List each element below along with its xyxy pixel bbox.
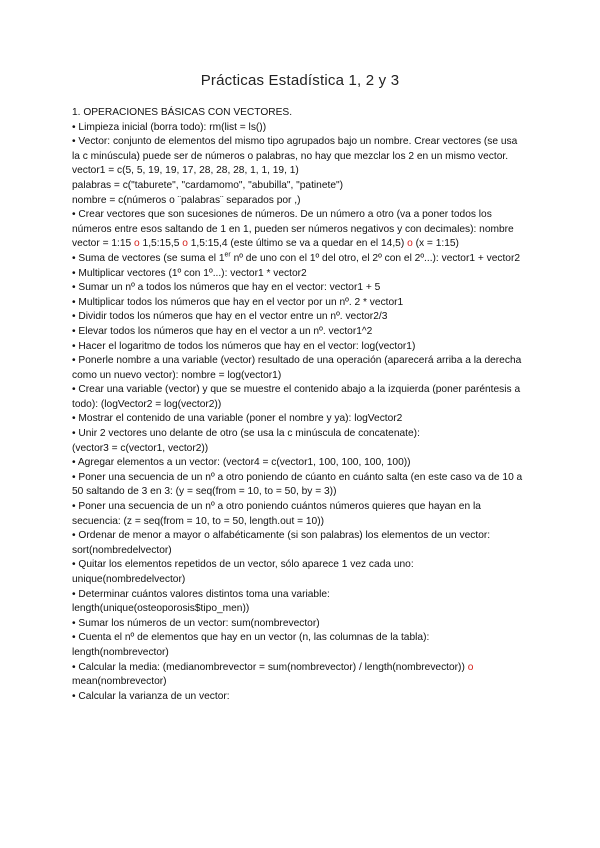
- superscript: er: [224, 251, 231, 259]
- bullet-text: Hacer el logaritmo de todos los números que hay en el vector: log(vector1): [78, 340, 416, 352]
- bullet-mark: •: [72, 252, 76, 264]
- bullet-text: Determinar cuántos valores distintos toma una variable:: [78, 588, 330, 600]
- bullet-mark: •: [72, 588, 76, 600]
- bullet-dividir: [72, 310, 527, 325]
- document-title: Prácticas Estadística 1, 2 y 3: [200, 72, 400, 89]
- bullet-mark: •: [72, 413, 76, 425]
- bullet-text: 1,5:15,5: [142, 238, 180, 250]
- bullet-text: Quitar los elementos repetidos de un vector, sólo aparece 1 vez cada uno:: [78, 559, 414, 571]
- bullet-mark: •: [72, 471, 76, 483]
- bullet-text: Elevar todos los números que hay en el vector a un nº. vector1^2: [78, 325, 373, 337]
- bullet-mark: •: [72, 121, 76, 133]
- bullet-unir: [72, 427, 527, 442]
- bullet-text: Limpieza inicial (borra todo): rm(list = ls()): [78, 121, 267, 133]
- bullet-text: Ordenar de menor a mayor o alfabéticamente (si son palabras) los elementos de un vector:: [78, 530, 491, 542]
- bullet-mark: •: [72, 530, 76, 542]
- bullet-text: Calcular la media: (medianombrevector = sum(nombrevector) / length(nombrevector)): [78, 661, 465, 673]
- bullet-ponerle-nombre: [72, 354, 527, 383]
- bullet-mark: •: [72, 325, 76, 337]
- bullet-text: Poner una secuencia de un nº a otro poniendo cuántos números quieres que hayan en la secuencia: (z = seq(from = 10, to = 50, length.out = 10)): [72, 501, 481, 527]
- line-ordenar-code: sort(nombredelvector): [72, 544, 172, 556]
- bullet-text: 1,5:15,4 (este último se va a quedar en el 14,5): [190, 238, 405, 250]
- line-media-code: mean(nombrevector): [72, 676, 167, 688]
- bullet-text: Crear vectores que son sucesiones de números. De un número a otro (va a poner todos los números entre esos saltando de 1 en 1, pueden ser números negativos y con decimales): nombre vector = 1:15: [72, 209, 514, 250]
- bullet-mark: •: [72, 457, 76, 469]
- bullet-determinar: [72, 588, 527, 603]
- bullet-text: (x = 1:15): [415, 238, 459, 250]
- bullet-cuenta: [72, 631, 527, 646]
- bullet-secuencia-salto: [72, 471, 527, 500]
- bullet-multiplicar: [72, 267, 527, 282]
- bullet-sumar-n: [72, 281, 527, 296]
- bullet-secuencia-length: [72, 500, 527, 529]
- or-marker: o: [134, 238, 140, 250]
- bullet-mark: •: [72, 267, 76, 279]
- bullet-text: Sumar los números de un vector: sum(nombrevector): [78, 617, 320, 629]
- bullet-vector-def: [72, 135, 527, 179]
- bullet-text: Suma de vectores (se suma el 1: [78, 252, 225, 264]
- line-quitar-code: unique(nombredelvector): [72, 574, 186, 585]
- bullet-text: Mostrar el contenido de una variable (poner el nombre y ya): logVector2: [78, 413, 403, 425]
- bullet-text: Ponerle nombre a una variable (vector) resultado de una operación (aparecerá arriba a la derecha como un nuevo vector): nombre = log(vector1): [72, 355, 522, 381]
- bullet-text: Calcular la varianza de un vector:: [78, 690, 230, 702]
- bullet-suma: [72, 252, 527, 267]
- bullet-media: [72, 661, 527, 676]
- bullet-mark: •: [72, 632, 76, 644]
- bullet-crear-variable: [72, 383, 527, 412]
- bullet-multiplicar-n: [72, 296, 527, 311]
- bullet-limpieza: [72, 121, 527, 136]
- bullet-text: Multiplicar todos los números que hay en el vector por un nº. 2 * vector1: [78, 296, 404, 308]
- bullet-sumar-numeros: [72, 617, 527, 632]
- bullet-mark: •: [72, 428, 76, 440]
- bullet-mark: •: [72, 384, 76, 396]
- bullet-mark: •: [72, 617, 76, 629]
- bullet-mark: •: [72, 340, 76, 352]
- bullet-text: Multiplicar vectores (1º con 1º...): vector1 * vector2: [78, 267, 307, 279]
- bullet-text: Dividir todos los números que hay en el vector entre un nº. vector2/3: [78, 311, 388, 323]
- bullet-mark: •: [72, 296, 76, 308]
- bullet-mark: •: [72, 501, 76, 513]
- bullet-agregar: [72, 456, 527, 471]
- bullet-mark: •: [72, 209, 76, 221]
- bullet-text: Cuenta el nº de elementos que hay en un vector (n, las columnas de la tabla):: [78, 632, 430, 644]
- bullet-mark: •: [72, 690, 76, 702]
- bullet-mark: •: [72, 661, 76, 673]
- bullet-logaritmo: [72, 340, 527, 355]
- bullet-text: Agregar elementos a un vector: (vector4 = c(vector1, 100, 100, 100, 100)): [77, 457, 411, 469]
- bullet-text: nº de uno con el 1º del otro, el 2º con el 2º...): vector1 + vector2: [233, 252, 521, 264]
- line-determinar-code: length(unique(osteoporosis$tipo_men)): [72, 603, 250, 615]
- line-unir-code: (vector3 = c(vector1, vector2)): [72, 442, 209, 454]
- bullet-mark: •: [72, 311, 76, 323]
- document-body: [72, 106, 527, 704]
- bullet-mark: •: [72, 559, 76, 571]
- bullet-text: Sumar un nº a todos los números que hay en el vector: vector1 + 5: [78, 282, 381, 294]
- bullet-mark: •: [72, 282, 76, 294]
- line-nombre-c: nombre = c(números o ¨palabras¨ separados por ,): [72, 194, 301, 206]
- bullet-mark: •: [72, 136, 76, 148]
- or-marker: o: [182, 238, 188, 250]
- bullet-varianza: [72, 690, 527, 705]
- bullet-text: Crear una variable (vector) y que se muestre el contenido abajo a la izquierda (poner paréntesis a todo): (logVector2 = log(vector2)): [72, 384, 521, 410]
- bullet-mostrar: [72, 412, 527, 427]
- section-heading: 1. OPERACIONES BÁSICAS CON VECTORES.: [72, 107, 293, 118]
- bullet-text: Poner una secuencia de un nº a otro poniendo de cúanto en cuánto salta (en este caso va de 10 a 50 saltando de 3 en 3: (y = seq(from = 10, to = 50, by = 3)): [72, 471, 523, 498]
- line-palabras: palabras = c("taburete", "cardamomo", "abubilla", "patinete"): [72, 179, 344, 191]
- line-cuenta-code: length(nombrevector): [72, 646, 169, 658]
- or-marker: o: [407, 238, 413, 250]
- or-marker: o: [467, 661, 474, 673]
- bullet-sucesiones: [72, 208, 527, 252]
- bullet-mark: •: [72, 355, 76, 367]
- bullet-text: Unir 2 vectores uno delante de otro (se usa la c minúscula de concatenate):: [78, 428, 420, 440]
- bullet-quitar: [72, 558, 527, 573]
- bullet-text: Vector: conjunto de elementos del mismo tipo agrupados bajo un nombre. Crear vectores (se usa la c minúscula) puede ser de números o palabras, no hay que mezclar los 2 en un mismo vector. vector1 = c(5, 5, 19, 19, 17, 28, 28, 28, 1, 1, 19, 1): [72, 136, 518, 177]
- bullet-elevar: [72, 325, 527, 340]
- bullet-ordenar: [72, 529, 527, 544]
